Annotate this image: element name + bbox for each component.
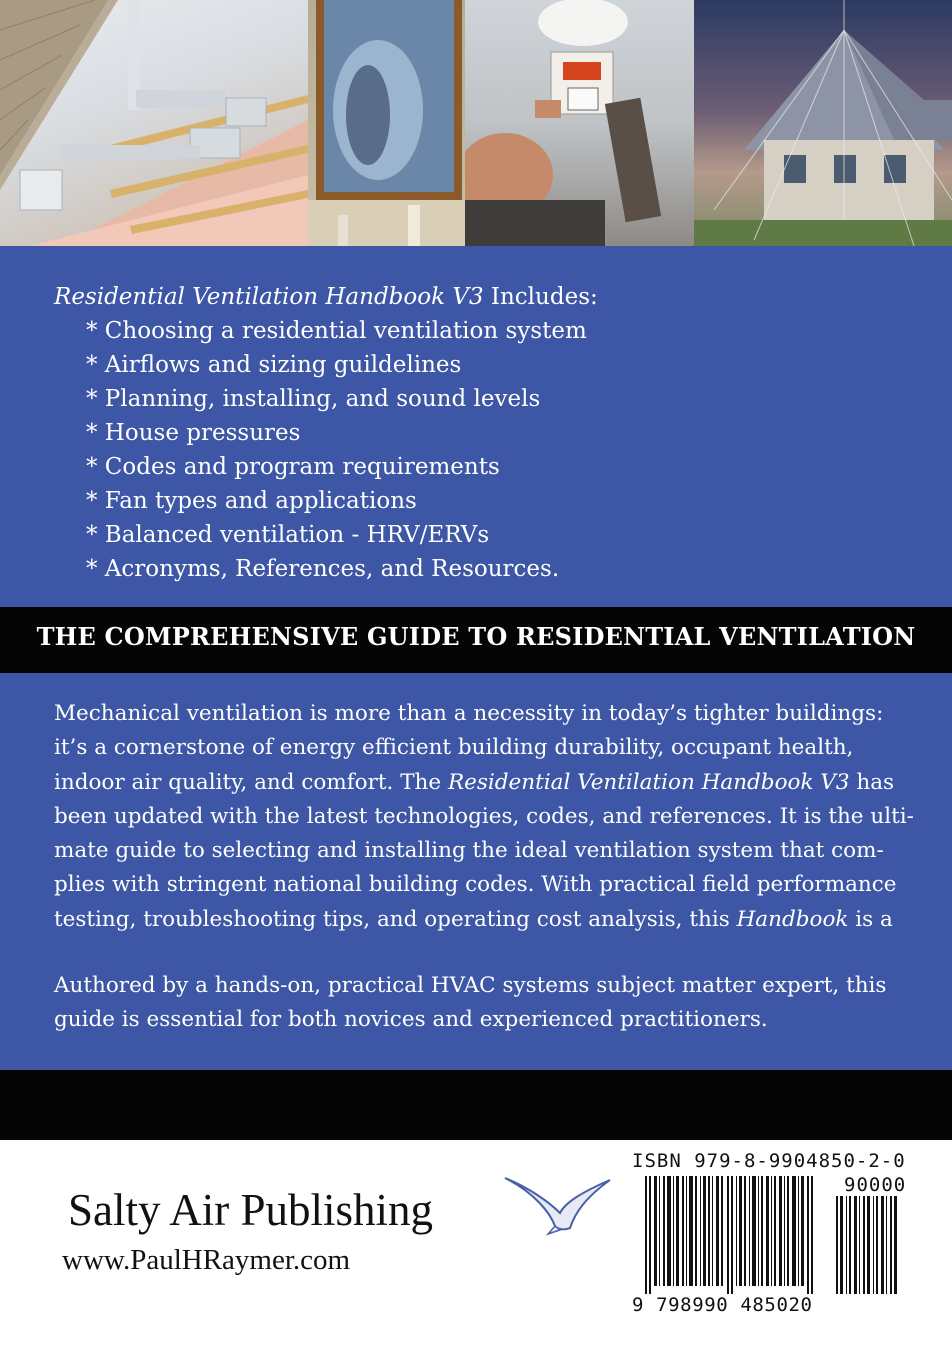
foggy-mirror-photo xyxy=(308,0,465,246)
list-item: * Acronyms, References, and Resources. xyxy=(86,556,560,582)
attic-ductwork-photo xyxy=(0,0,308,246)
publisher-website: www.PaulHRaymer.com xyxy=(62,1244,351,1276)
barcode-digits: 9 798990 485020 xyxy=(632,1294,813,1316)
list-item: * Choosing a residential ventilation system xyxy=(86,318,587,344)
includes-heading: Residential Ventilation Handbook V3 Includes: xyxy=(54,284,598,310)
list-item: * Planning, installing, and sound levels xyxy=(86,386,541,412)
list-item: * Fan types and applications xyxy=(86,488,417,514)
includes-list xyxy=(86,314,587,586)
ceiling-fan-install-photo xyxy=(465,0,694,246)
isbn-label: ISBN 979-8-9904850-2-0 xyxy=(632,1150,906,1172)
headline: THE COMPREHENSIVE GUIDE TO RESIDENTIAL VENTILATION xyxy=(36,622,916,651)
description-paragraph: Mechanical ventilation is more than a necessity in today’s tighter buildings: it’s a cornerstone of energy efficient building durability, occupant health, indoor air quality, and comfort. The Residential Ventilation Handbook V3 has been updated with the latest technologies, codes, and references. It is the ulti- mate guide to selecting and installing the ideal ventilation system that com- plies with stringent national building codes. With practical field performance testing, troubleshooting tips, and operating cost analysis, this Handbook is a xyxy=(54,701,914,932)
list-item: * Codes and program requirements xyxy=(86,454,500,480)
list-item: * Airflows and sizing guildelines xyxy=(86,352,462,378)
list-item: * House pressures xyxy=(86,420,301,446)
barcode-addon-icon xyxy=(836,1196,900,1294)
bottom-band xyxy=(0,1070,952,1140)
barcode-icon xyxy=(645,1176,825,1294)
photo-strip xyxy=(0,0,952,246)
author-paragraph: Authored by a hands-on, practical HVAC systems subject matter expert, this guide is essential for both novices and experienced practitioners. xyxy=(54,973,887,1033)
house-airflow-illustration xyxy=(694,0,952,246)
seagull-icon xyxy=(500,1168,620,1248)
barcode-addon-label: 90000 xyxy=(844,1174,907,1196)
list-item: * Balanced ventilation - HRV/ERVs xyxy=(86,522,490,548)
publisher-name: Salty Air Publishing xyxy=(68,1185,434,1235)
